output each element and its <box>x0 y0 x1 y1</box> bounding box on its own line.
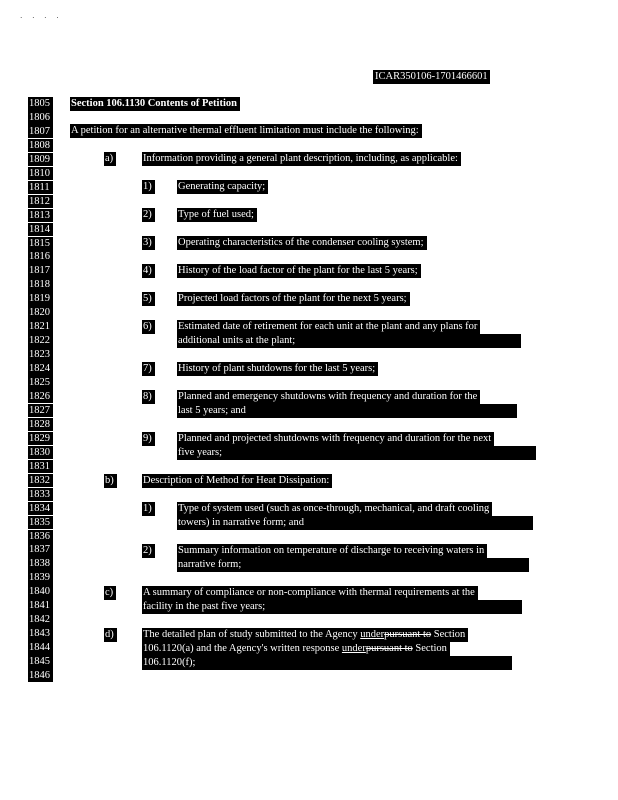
subsection-b-marker: b) <box>104 474 117 488</box>
line-number: 1820 <box>28 306 53 320</box>
line-number: 1812 <box>28 195 53 209</box>
item-b2-text-line1: Summary information on temperature of discharge to receiving waters in <box>177 544 487 558</box>
line-number: 1844 <box>28 641 53 655</box>
line-number: 1819 <box>28 292 53 306</box>
item-b2-text-line2: narrative form; <box>177 558 529 572</box>
subsection-d-marker: d) <box>104 628 117 642</box>
line-number: 1818 <box>28 278 53 292</box>
deleted-text: pursuant to <box>365 643 413 654</box>
item-a7-text: History of plant shutdowns for the last 5 years; <box>177 362 378 376</box>
line-number: 1816 <box>28 250 53 264</box>
line-number: 1832 <box>28 474 53 488</box>
scan-marks: · · · · <box>20 14 63 22</box>
item-a6-marker: 6) <box>142 320 155 334</box>
line-number: 1827 <box>28 404 53 418</box>
line-number: 1840 <box>28 585 53 599</box>
deleted-text: pursuant to <box>384 629 432 640</box>
line-number: 1841 <box>28 599 53 613</box>
subsection-d-text-line1: The detailed plan of study submitted to the Agency underpursuant to Section <box>142 628 468 642</box>
subsection-a-text: Information providing a general plant description, including, as applicable: <box>142 152 461 166</box>
inserted-text: under <box>341 643 366 654</box>
item-a5-marker: 5) <box>142 292 155 306</box>
item-a2-marker: 2) <box>142 208 155 222</box>
item-a6-text-line2: additional units at the plant; <box>177 334 521 348</box>
subsection-b-text: Description of Method for Heat Dissipation: <box>142 474 332 488</box>
item-a4-text: History of the load factor of the plant for the last 5 years; <box>177 264 421 278</box>
item-a8-marker: 8) <box>142 390 155 404</box>
line-number: 1822 <box>28 334 53 348</box>
line-number: 1842 <box>28 613 53 627</box>
line-number: 1828 <box>28 418 53 432</box>
line-number: 1817 <box>28 264 53 278</box>
item-a9-marker: 9) <box>142 432 155 446</box>
section-title: Section 106.1130 Contents of Petition <box>70 97 240 111</box>
line-number: 1815 <box>28 237 53 251</box>
subsection-c-marker: c) <box>104 586 116 600</box>
document-header-code: ICAR350106-1701466601 <box>375 71 488 82</box>
line-number: 1807 <box>28 125 53 139</box>
subsection-d-text-line2: 106.1120(a) and the Agency's written response underpursuant to Section <box>142 642 450 656</box>
line-number: 1836 <box>28 530 53 544</box>
line-number: 1809 <box>28 153 53 167</box>
subsection-c-text-line2: facility in the past five years; <box>142 600 522 614</box>
line-number: 1839 <box>28 571 53 585</box>
line-number: 1824 <box>28 362 53 376</box>
line-number: 1823 <box>28 348 53 362</box>
line-number: 1813 <box>28 209 53 223</box>
item-b1-text-line2: towers) in narrative form; and <box>177 516 533 530</box>
line-number: 1845 <box>28 655 53 669</box>
item-a9-text-line1: Planned and projected shutdowns with frequency and duration for the next <box>177 432 494 446</box>
intro-paragraph: A petition for an alternative thermal effluent limitation must include the following: <box>70 124 422 138</box>
item-a7-marker: 7) <box>142 362 155 376</box>
item-a3-marker: 3) <box>142 236 155 250</box>
line-number: 1831 <box>28 460 53 474</box>
subsection-a-marker: a) <box>104 152 116 166</box>
item-a2-text: Type of fuel used; <box>177 208 257 222</box>
line-number: 1810 <box>28 167 53 181</box>
item-a9-text-line2: five years; <box>177 446 536 460</box>
line-number: 1829 <box>28 432 53 446</box>
item-a3-text: Operating characteristics of the condenser cooling system; <box>177 236 427 250</box>
item-a4-marker: 4) <box>142 264 155 278</box>
line-number: 1805 <box>28 97 53 111</box>
line-number: 1826 <box>28 390 53 404</box>
line-number: 1843 <box>28 627 53 641</box>
line-number: 1806 <box>28 111 53 125</box>
item-b1-marker: 1) <box>142 502 155 516</box>
item-a6-text-line1: Estimated date of retirement for each unit at the plant and any plans for <box>177 320 480 334</box>
line-number: 1833 <box>28 488 53 502</box>
item-a1-marker: 1) <box>142 180 155 194</box>
line-number: 1835 <box>28 516 53 530</box>
item-b2-marker: 2) <box>142 544 155 558</box>
line-number: 1821 <box>28 320 53 334</box>
line-number: 1814 <box>28 223 53 237</box>
line-number: 1834 <box>28 502 53 516</box>
item-a8-text-line1: Planned and emergency shutdowns with frequency and duration for the <box>177 390 480 404</box>
line-number: 1837 <box>28 543 53 557</box>
item-a5-text: Projected load factors of the plant for the next 5 years; <box>177 292 410 306</box>
line-number: 1825 <box>28 376 53 390</box>
subsection-c-text-line1: A summary of compliance or non-compliance with thermal requirements at the <box>142 586 478 600</box>
line-number: 1846 <box>28 669 53 683</box>
item-a1-text: Generating capacity; <box>177 180 268 194</box>
item-a8-text-line2: last 5 years; and <box>177 404 517 418</box>
line-number: 1808 <box>28 139 53 153</box>
line-number: 1838 <box>28 557 53 571</box>
inserted-text: under <box>360 629 385 640</box>
line-number: 1811 <box>28 181 53 195</box>
line-number: 1830 <box>28 446 53 460</box>
item-b1-text-line1: Type of system used (such as once-through, mechanical, and draft cooling <box>177 502 492 516</box>
subsection-d-text-line3: 106.1120(f); <box>142 656 512 670</box>
